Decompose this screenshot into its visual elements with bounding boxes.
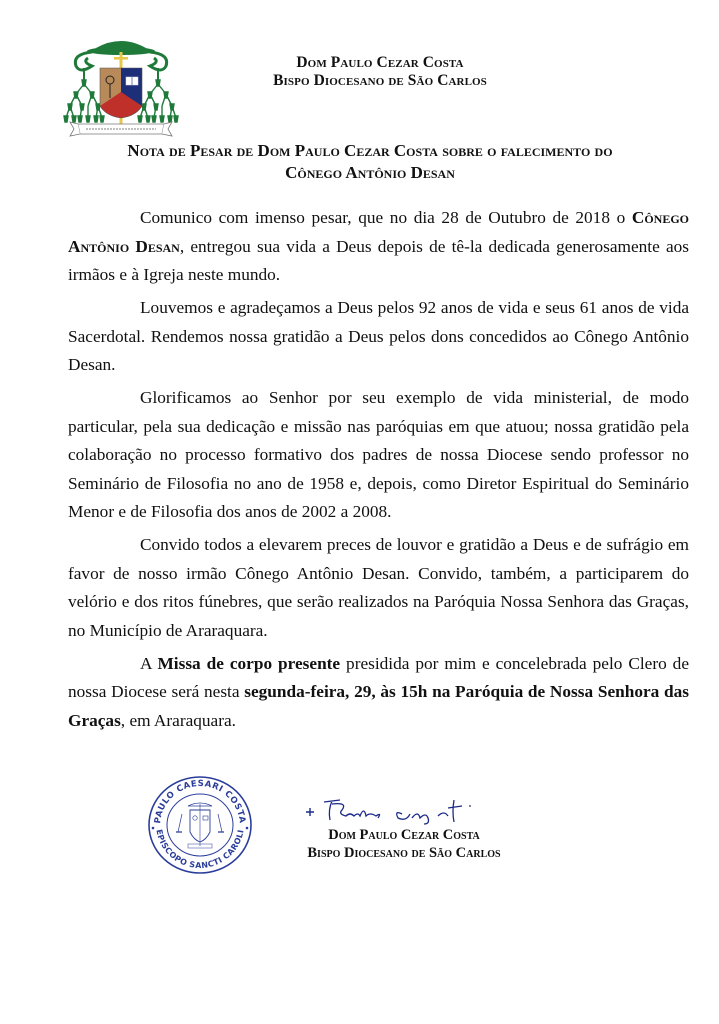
seal-top-text: PAULO CAESARI COSTA xyxy=(153,778,248,825)
paragraph-1-text-b: , entregou sua vida a Deus depois de tê-la dedicada generosamente aos irmãos e à Igreja neste mundo. xyxy=(68,236,689,285)
title-line-1: Nota de Pesar de Dom Paulo Cezar Costa sobre o falecimento do xyxy=(127,141,613,160)
document-title xyxy=(90,140,650,184)
signatory-name: Dom Paulo Cezar Costa xyxy=(328,827,480,843)
paragraph-2: Louvemos e agradeçamos a Deus pelos 92 anos de vida e seus 61 anos de vida Sacerdotal. Rendemos nossa gratidão a Deus pelos dons concedidos ao Cônego Antônio Desan. xyxy=(68,297,689,375)
deceased-name: Cônego Antônio Desan xyxy=(68,208,689,256)
document-body xyxy=(68,204,689,740)
signatory-role: Bispo Diocesano de São Carlos xyxy=(307,845,501,861)
episcopal-coat-of-arms-icon xyxy=(58,34,184,138)
paragraph-5-text-b: presidida por mim e concelebrada pelo Clero de nossa Diocese será nesta xyxy=(68,653,689,702)
paragraph-5-text-c: , em Araraquara. xyxy=(120,710,236,730)
paragraph-1-text-a: Comunico com imenso pesar, que no dia 28 de Outubro de 2018 o xyxy=(140,208,632,227)
letterhead-role: Bispo Diocesano de São Carlos xyxy=(273,72,487,89)
letterhead-name: Dom Paulo Cezar Costa xyxy=(296,54,464,71)
paragraph-5 xyxy=(68,650,689,736)
handwritten-signature xyxy=(298,796,498,826)
paragraph-4: Convido todos a elevarem preces de louvor e gratidão a Deus e de sufrágio em favor de nosso irmão Cônego Antônio Desan. Convido, também, a participarem do velório e dos ritos fúnebres, que serão realizados na Paróquia Nossa Senhora das Graças, no Município de Araraquara. xyxy=(68,535,689,640)
diocesan-seal-icon xyxy=(146,774,254,876)
paragraph-3: Glorificamos ao Senhor por seu exemplo de vida ministerial, de modo particular, pela sua dedicação e missão nas paróquias em que atuou; nossa gratidão pela colaboração no processo formativo dos padres de nossa Diocese sendo professor no Seminário de Filosofia no ano de 1958 e, depois, como Diretor Espiritual do Seminário Menor e de Filosofia dos anos de 2002 a 2008. xyxy=(68,387,689,522)
seal-bottom-text: EPISCOPO SANCTI CAROLI xyxy=(154,828,246,871)
paragraph-5-text-a: A xyxy=(140,653,158,673)
paragraph-1 xyxy=(68,204,689,290)
signature-block xyxy=(286,826,522,862)
mass-label: Missa de corpo presente xyxy=(157,653,341,673)
letterhead xyxy=(250,54,510,90)
mass-date-location: segunda-feira, 29, às 15h na Paróquia de Nossa Senhora das Graças xyxy=(68,682,689,730)
title-line-2: Cônego Antônio Desan xyxy=(285,163,455,182)
